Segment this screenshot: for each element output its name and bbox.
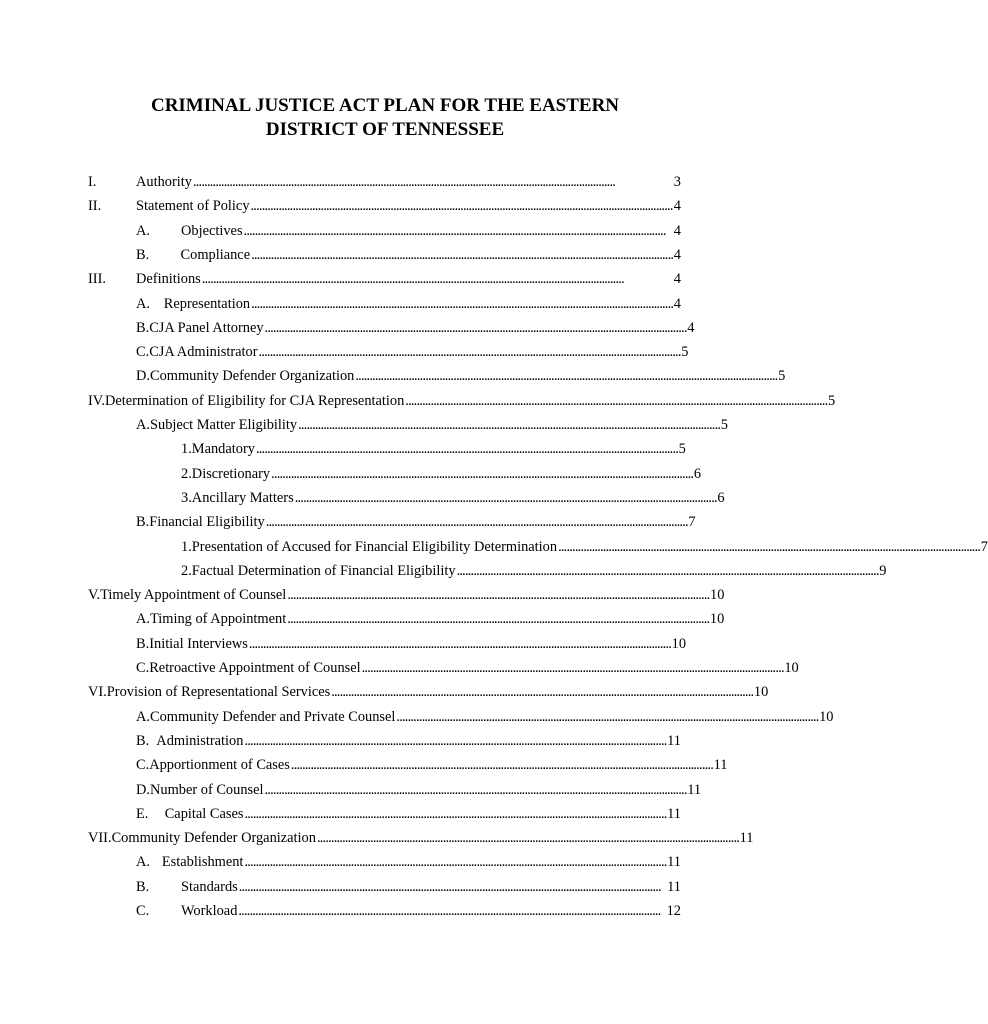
toc-entry-page-number: 10 <box>710 587 725 604</box>
toc-entry <box>181 561 887 581</box>
toc-entry <box>136 707 834 727</box>
toc-entry-title: Community Defender and Private Counsel <box>150 708 396 725</box>
toc-entry-number: VII. <box>88 830 112 847</box>
toc-entry-title: Objectives <box>181 222 243 239</box>
toc-entry <box>136 731 681 751</box>
toc-entry-number: 3. <box>181 489 192 506</box>
toc-entry-title: Establishment <box>161 854 244 871</box>
toc-entry-number: A. <box>136 708 150 725</box>
toc-entry <box>88 585 725 605</box>
toc-entry-page-number: 12 <box>666 903 681 919</box>
toc-entry-page-number: 5 <box>678 441 686 458</box>
toc-entry-page-number: 11 <box>687 781 702 798</box>
toc-entry-number: C. <box>136 660 150 676</box>
toc-entry-page-number: 10 <box>709 611 725 628</box>
toc-entry-title: Compliance <box>180 246 251 263</box>
toc-dot-leader <box>264 318 686 338</box>
toc-entry-title: Definitions <box>136 271 201 288</box>
toc-dot-leader <box>248 634 670 654</box>
toc-entry-number: 2. <box>181 562 192 579</box>
toc-entry-page-number: 11 <box>667 805 681 822</box>
toc-dot-leader <box>250 196 672 216</box>
toc-entry <box>136 245 681 265</box>
toc-dot-leader <box>270 464 692 484</box>
toc-entry-title: Administration <box>156 732 244 749</box>
toc-entry-title: Retroactive Appointment of Counsel <box>149 660 361 676</box>
toc-entry-page-number: 4 <box>673 222 681 239</box>
toc-dot-leader <box>316 828 738 848</box>
toc-entry-number: B. <box>136 319 150 336</box>
toc-dot-leader <box>238 877 665 897</box>
toc-entry-number: I. <box>88 174 97 190</box>
toc-entry-title: Discretionary <box>191 465 271 482</box>
toc-entry-title: Capital Cases <box>164 805 244 822</box>
toc-entry-title: Workload <box>181 903 238 919</box>
toc-entry-page-number: 9 <box>879 562 887 579</box>
toc-entry-number: B. <box>136 635 150 652</box>
toc-entry-title: Statement of Policy <box>136 198 250 215</box>
toc-entry-number: C. <box>136 344 150 361</box>
toc-dot-leader <box>250 245 672 265</box>
document-title-line-2: DISTRICT OF TENNESSEE <box>265 119 505 140</box>
toc-dot-leader <box>265 512 687 532</box>
toc-entry-number: III. <box>88 271 106 288</box>
toc-dot-leader <box>286 609 708 629</box>
toc-entry-page-number: 3 <box>673 174 681 190</box>
toc-entry-number: E. <box>136 805 149 822</box>
toc-entry-page-number: 11 <box>667 854 681 871</box>
toc-dot-leader <box>297 415 719 435</box>
toc-entry <box>136 221 681 241</box>
toc-dot-leader <box>361 658 783 678</box>
toc-entry-page-number: 5 <box>720 417 728 433</box>
toc-entry-page-number: 10 <box>671 635 687 652</box>
toc-dot-leader <box>243 852 665 872</box>
toc-entry-page-number: 10 <box>819 708 834 725</box>
toc-entry <box>136 804 681 824</box>
toc-dot-leader <box>250 294 672 314</box>
toc-entry <box>136 877 681 897</box>
toc-entry <box>181 439 686 459</box>
toc-entry-page-number: 5 <box>828 392 836 409</box>
toc-entry-number: 1. <box>181 441 192 458</box>
toc-entry-number: 1. <box>181 538 192 555</box>
toc-entry-title: Timely Appointment of Counsel <box>100 587 287 604</box>
toc-entry <box>88 682 769 702</box>
toc-dot-leader <box>456 561 878 581</box>
toc-entry-title: Number of Counsel <box>150 781 264 798</box>
toc-entry <box>88 828 754 848</box>
toc-entry <box>136 901 681 921</box>
toc-entry <box>136 318 695 338</box>
toc-entry <box>136 658 799 678</box>
toc-entry-title: Apportionment of Cases <box>149 757 290 774</box>
toc-entry-page-number: 4 <box>673 295 681 312</box>
toc-entry-title: Mandatory <box>191 441 255 458</box>
toc-entry-title: Timing of Appointment <box>150 611 287 628</box>
toc-entry-number: A. <box>136 295 150 312</box>
toc-entry-title: Standards <box>181 878 238 895</box>
toc-entry-number: B. <box>136 732 150 749</box>
toc-entry-number: B. <box>136 878 150 895</box>
toc-entry-number: II. <box>88 198 102 215</box>
document-title-line-1: CRIMINAL JUSTICE ACT PLAN FOR THE EASTERN <box>150 95 620 116</box>
toc-dot-leader <box>354 366 776 386</box>
toc-entry-page-number: 4 <box>687 319 695 336</box>
toc-entry-page-number: 11 <box>739 830 754 847</box>
toc-entry-number: A. <box>136 854 150 871</box>
toc-entry-number: B. <box>136 246 150 263</box>
toc-entry <box>136 609 725 629</box>
toc-entry-page-number: 11 <box>667 732 681 749</box>
toc-entry-title: CJA Administrator <box>149 344 258 361</box>
toc-entry <box>88 172 681 192</box>
toc-entry-page-number: 5 <box>778 368 786 385</box>
toc-dot-leader <box>192 172 672 192</box>
toc-entry-page-number: 11 <box>667 878 681 895</box>
toc-dot-leader <box>557 537 979 557</box>
toc-dot-leader <box>243 804 665 824</box>
toc-entry <box>136 294 681 314</box>
toc-entry-number: A. <box>136 222 150 239</box>
toc-dot-leader <box>255 439 677 459</box>
toc-entry-title: Representation <box>163 295 251 312</box>
toc-entry <box>88 196 681 216</box>
toc-entry-title: Presentation of Accused for Financial Eligibility Determination <box>191 538 558 555</box>
toc-entry-title: Community Defender Organization <box>150 368 355 385</box>
toc-entry-title: Authority <box>136 174 192 190</box>
toc-entry <box>136 852 681 872</box>
toc-entry-page-number: 4 <box>673 271 681 288</box>
toc-dot-leader <box>201 269 672 289</box>
toc-entry-page-number: 7 <box>980 538 988 555</box>
toc-entry-title: Initial Interviews <box>149 635 248 652</box>
toc-entry-title: CJA Panel Attorney <box>149 319 264 336</box>
toc-entry-number: VI. <box>88 684 107 701</box>
toc-entry-page-number: 5 <box>681 344 689 361</box>
toc-entry-number: 2. <box>181 465 192 482</box>
toc-dot-leader <box>243 221 672 241</box>
toc-dot-leader <box>237 901 664 921</box>
toc-entry-page-number: 11 <box>713 757 728 774</box>
toc-entry <box>136 342 689 362</box>
toc-entry-number: A. <box>136 611 150 628</box>
toc-entry-number: A. <box>136 417 150 433</box>
toc-entry <box>136 780 702 800</box>
toc-entry-number: IV. <box>88 392 105 409</box>
toc-dot-leader <box>330 682 752 702</box>
toc-dot-leader <box>286 585 708 605</box>
toc-entry-number: D. <box>136 368 150 385</box>
toc-dot-leader <box>243 731 665 751</box>
toc-entry-title: Ancillary Matters <box>191 489 294 506</box>
toc-entry-page-number: 4 <box>673 198 681 215</box>
toc-dot-leader <box>404 391 826 411</box>
toc-dot-leader <box>294 488 716 508</box>
toc-entry-page-number: 7 <box>688 514 696 531</box>
toc-dot-leader <box>395 707 817 727</box>
toc-entry-page-number: 6 <box>693 465 702 482</box>
toc-entry-title: Determination of Eligibility for CJA Representation <box>104 392 405 409</box>
toc-entry-number: V. <box>88 587 101 604</box>
toc-entry <box>88 269 681 289</box>
toc-dot-leader <box>264 780 686 800</box>
toc-entry-number: D. <box>136 781 150 798</box>
toc-entry-number: C. <box>136 903 150 919</box>
toc-entry <box>136 634 687 654</box>
toc-entry <box>88 391 836 411</box>
toc-entry-number: B. <box>136 514 150 531</box>
toc-entry <box>181 464 702 484</box>
toc-entry-page-number: 10 <box>753 684 769 701</box>
toc-entry-title: Financial Eligibility <box>149 514 265 531</box>
toc-entry-number: C. <box>136 757 150 774</box>
toc-entry <box>181 488 725 508</box>
toc-entry-title: Provision of Representational Services <box>106 684 331 701</box>
toc-entry <box>136 415 728 435</box>
toc-entry-title: Subject Matter Eligibility <box>150 417 298 433</box>
toc-entry <box>136 512 696 532</box>
toc-dot-leader <box>258 342 680 362</box>
toc-entry <box>181 537 988 557</box>
toc-entry-title: Community Defender Organization <box>111 830 316 847</box>
toc-entry-page-number: 4 <box>673 246 681 263</box>
toc-entry-title: Factual Determination of Financial Eligibility <box>191 562 456 579</box>
toc-entry-page-number: 6 <box>717 489 725 506</box>
toc-entry-page-number: 10 <box>784 660 799 676</box>
toc-entry <box>136 755 728 775</box>
toc-dot-leader <box>290 755 712 775</box>
toc-entry <box>136 366 786 386</box>
